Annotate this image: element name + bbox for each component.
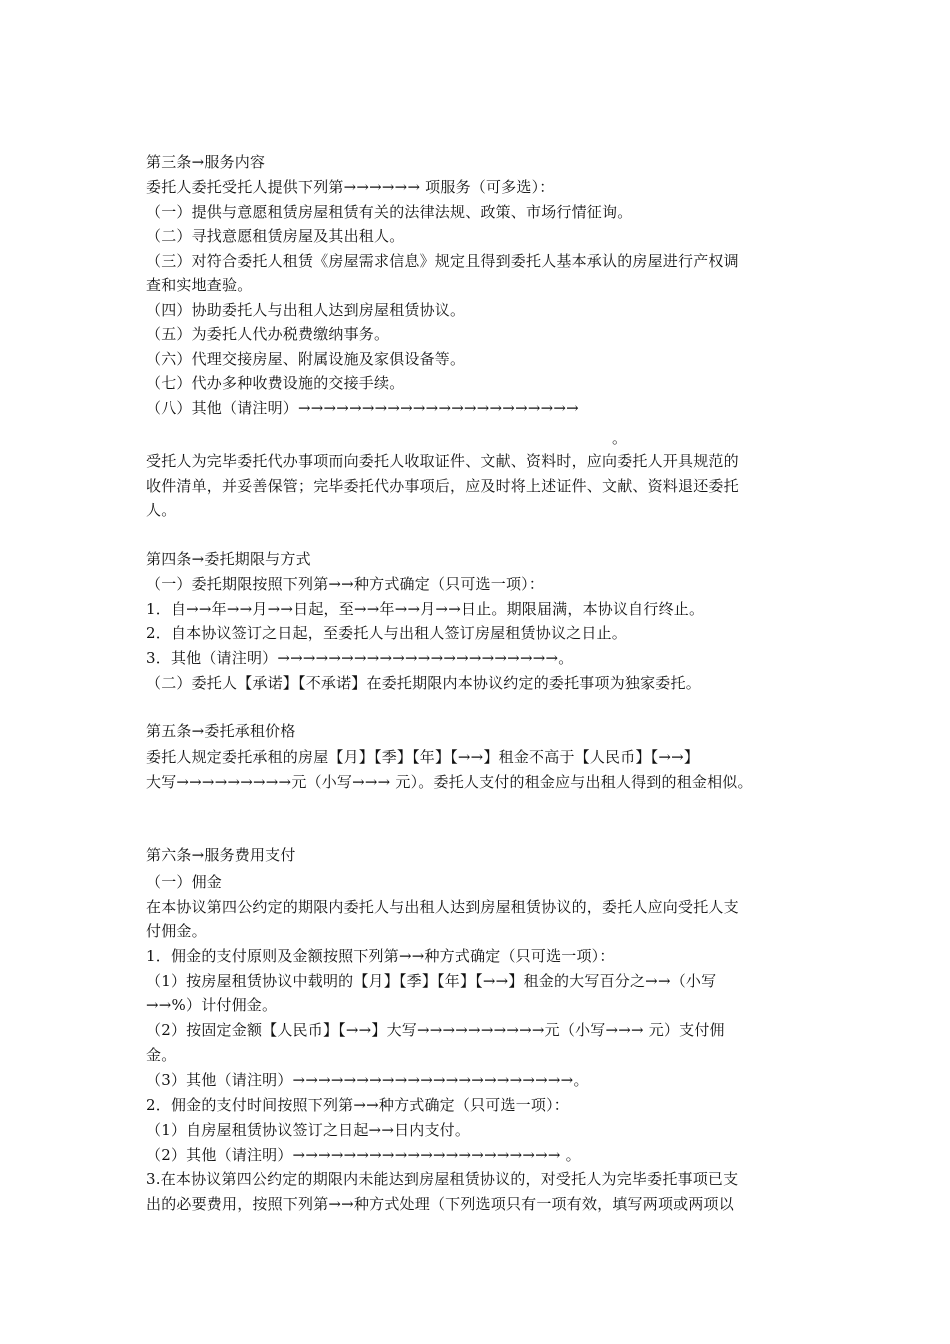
list-item: 2．自本协议签订之日起，至委托人与出租人签订房屋租赁协议之日止。 [146,624,627,642]
list-item: （八）其他（请注明）→→→→→→→→→→→→→→→→→→→→→→ [146,399,579,417]
list-item: （六）代理交接房屋、附属设施及家俱设备等。 [146,350,466,368]
list-item: （四）协助委托人与出租人达到房屋租赁协议。 [146,301,466,319]
list-item: 2．佣金的支付时间按照下列第→→种方式确定（只可选一项）： [146,1096,569,1114]
subheading: （一）佣金 [146,873,223,891]
article-5-heading: 第五条→委托承租价格 [146,722,296,740]
list-item: （1）按房屋租赁协议中载明的【月】【季】【年】【→→】租金的大写百分之→→（小写 [146,972,717,990]
paragraph-line: 在本协议第四公约定的期限内委托人与出租人达到房屋租赁协议的，委托人应向受托人支 [146,898,739,916]
list-item: （2）按固定金额【人民币】【→→】大写→→→→→→→→→→元（小写→→→ 元）支付佣 [146,1021,725,1039]
list-item-continuation: 查和实地查验。 [146,276,253,294]
article-4-heading: 第四条→委托期限与方式 [146,550,311,568]
list-item: （二）寻找意愿租赁房屋及其出租人。 [146,227,405,245]
list-item-continuation: →→%）计付佣金。 [146,996,278,1014]
list-item: （五）为委托人代办税费缴纳事务。 [146,325,390,343]
article-6-heading: 第六条→服务费用支付 [146,846,296,864]
paragraph-line: 收件清单，并妥善保管；完毕委托代办事项后，应及时将上述证件、文献、资料退还委托 [146,477,739,495]
list-item: 1．佣金的支付原则及金额按照下列第→→种方式确定（只可选一项）： [146,947,615,965]
period-mark: 。 [612,429,628,447]
paragraph-line: 人。 [146,501,177,519]
paragraph-line: 付佣金。 [146,922,207,940]
paragraph-line: 受托人为完毕委托代办事项而向委托人收取证件、文献、资料时，应向委托人开具规范的 [146,452,739,470]
paragraph-line: 委托人委托受托人提供下列第→→→→→→ 项服务（可多选）： [146,178,555,196]
list-item: 3．其他（请注明）→→→→→→→→→→→→→→→→→→→→→→。 [146,649,574,667]
paragraph-line: （一）委托期限按照下列第→→种方式确定（只可选一项）： [146,575,545,593]
paragraph-line: 委托人规定委托承租的房屋【月】【季】【年】【→→】租金不高于【人民币】【→→】 [146,748,700,766]
paragraph-line: 3.在本协议第四公约定的期限内未能达到房屋租赁协议的，对受托人为完毕委托事项已支 [146,1170,739,1188]
list-item: （1）自房屋租赁协议签订之日起→→日内支付。 [146,1121,471,1139]
list-item: （3）其他（请注明）→→→→→→→→→→→→→→→→→→→→→→。 [146,1071,589,1089]
list-item: 1．自→→年→→月→→日起，至→→年→→月→→日止。期限届满，本协议自行终止。 [146,600,705,618]
paragraph-line: （二）委托人【承诺】【不承诺】在委托期限内本协议约定的委托事项为独家委托。 [146,674,701,692]
list-item: （七）代办多种收费设施的交接手续。 [146,374,405,392]
list-item-continuation: 金。 [146,1046,177,1064]
list-item: （2）其他（请注明）→→→→→→→→→→→→→→→→→→→→→ 。 [146,1146,581,1164]
article-3-heading: 第三条→服务内容 [146,153,266,171]
list-item: （一）提供与意愿租赁房屋租赁有关的法律法规、政策、市场行情征询。 [146,203,633,221]
paragraph-line: 大写→→→→→→→→→元（小写→→→ 元）。委托人支付的租金应与出租人得到的租金相似。 [146,773,753,791]
paragraph-line: 出的必要费用，按照下列第→→种方式处理（下列选项只有一项有效，填写两项或两项以 [146,1195,734,1213]
list-item: （三）对符合委托人租赁《房屋需求信息》规定且得到委托人基本承认的房屋进行产权调 [146,252,739,270]
